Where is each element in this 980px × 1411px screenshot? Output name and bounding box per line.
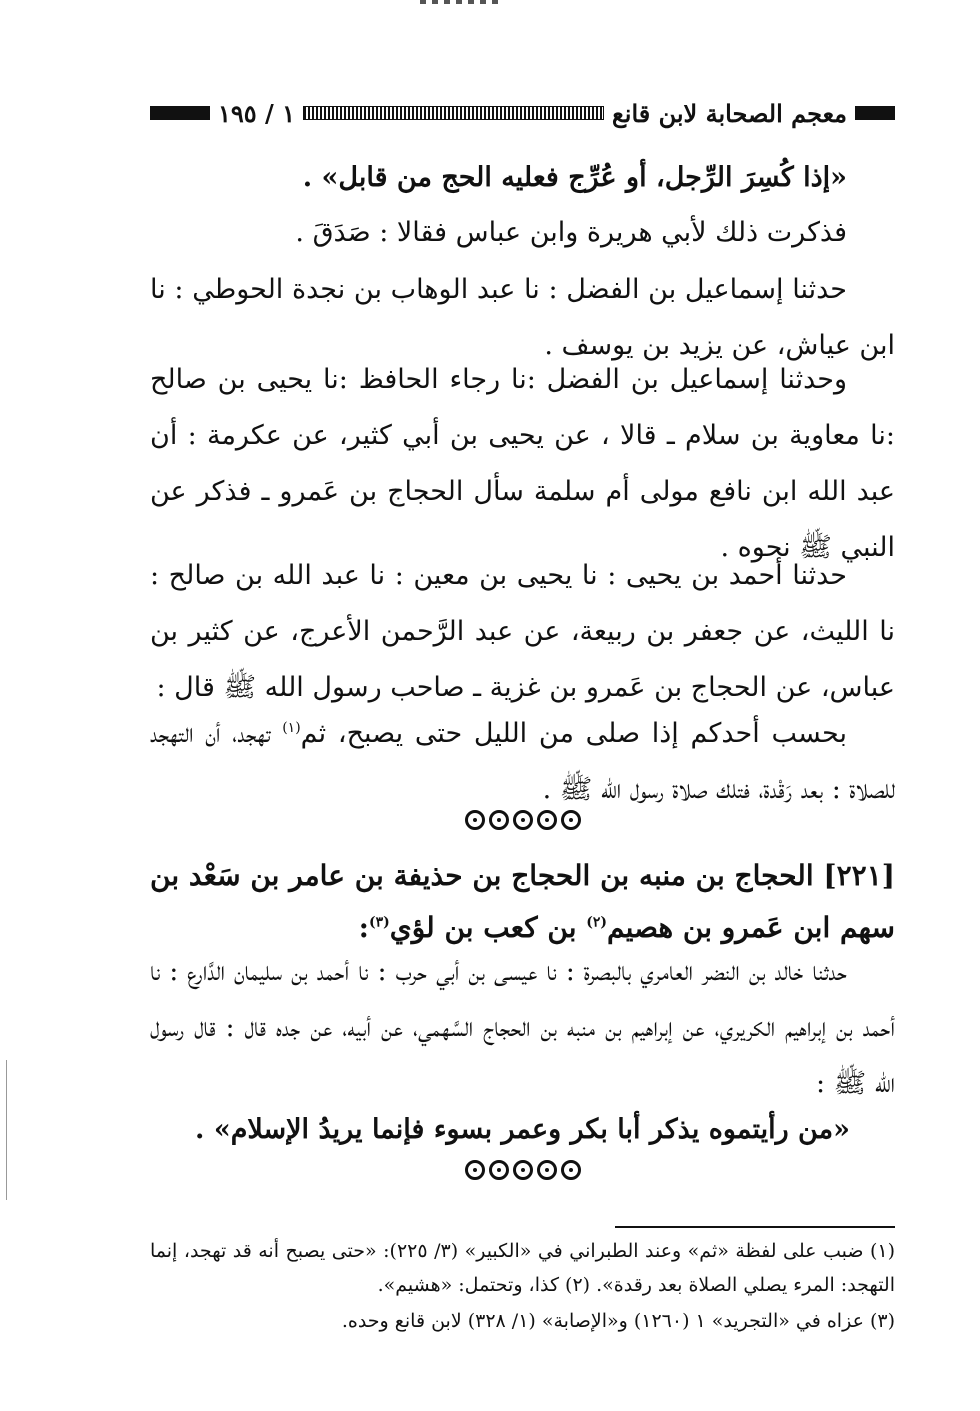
hadith-quote-1: «إذا كُسِرَ الرِّجل، أو عُرِّج فعليه الحج من قابل» . bbox=[302, 162, 847, 193]
paragraph-1: فذكرت ذلك لأبي هريرة وابن عباس فقالا : صَدَقَ . bbox=[295, 217, 847, 248]
footnote-ref-3[interactable]: (٣) bbox=[369, 914, 390, 931]
paragraph-5 bbox=[150, 706, 895, 818]
header-page-number bbox=[210, 99, 303, 128]
entry-heading bbox=[150, 850, 895, 954]
book-page bbox=[150, 0, 895, 1411]
ornament-circle bbox=[537, 1160, 557, 1180]
header-title: معجم الصحابة لابن قانع bbox=[612, 98, 847, 128]
paragraph-2: حدثنا إسماعيل بن الفضل : نا عبد الوهاب بن نجدة الحوطي : نا ابن عياش، عن يزيد بن يوسف . bbox=[150, 274, 895, 361]
running-header bbox=[150, 92, 895, 134]
hadith-quote-2: «من رأيتموه يذكر أبا بكر وعمر بسوء فإنما يريدُ الإسلام» . bbox=[195, 1114, 850, 1145]
footnote-3: (٣) عزاه في «التجريد» ١ (١٢٦٠) و«الإصابة» (١/ ٣٢٨) لابن قانع وحده. bbox=[341, 1310, 895, 1332]
header-volume: ١ / bbox=[265, 98, 296, 128]
ornament-circle bbox=[513, 1160, 533, 1180]
margin-line bbox=[6, 1060, 7, 1200]
footnote-ref-1[interactable]: (١) bbox=[282, 720, 301, 736]
ornament-circle bbox=[489, 810, 509, 830]
section-separator-2 bbox=[150, 1160, 895, 1186]
header-bar-middle bbox=[303, 106, 604, 120]
entry-heading-after: : bbox=[358, 911, 369, 944]
ornament-circle bbox=[465, 810, 485, 830]
ornament-circle bbox=[465, 1160, 485, 1180]
paragraph-5-after: تهجد، أن التهجد للصلاة : بعد رَقْدة، فتلك صلاة رسول الله ﷺ . bbox=[150, 718, 895, 805]
header-page: ١٩٥ bbox=[218, 98, 257, 128]
paragraph-6: حدثنا خالد بن النضر العامري بالبصرة : نا عيسى بن أبي حرب : نا أحمد بن سليمان الدَّارع : نا أحمد بن إبراهيم الكريري، عن إبراهيم بن منبه بن الحجاج السَّهمي، عن أبيه، عن جده قال : قال رسول الله ﷺ : bbox=[150, 956, 895, 1099]
footnote-ref-2[interactable]: (٢) bbox=[586, 914, 608, 931]
entry-heading-before: [٢٢١] الحجاج بن منبه بن الحجاج بن حذيفة بن عامر بن سَعْد بن سهم ابن عَمرو بن هصيم bbox=[150, 859, 895, 944]
footnote-1: (١) ضبب على لفظة «ثم» وعند الطبراني في «الكبير» (٣/ ٢٢٥): «حتى يصبح أنه قد تهجد، إنما التهجد: المرء يصلي الصلاة بعد رقدة». (٢) كذا، وتحتمل: «هشيم». bbox=[150, 1240, 895, 1296]
section-separator-1 bbox=[150, 810, 895, 836]
entry-heading-middle: بن كعب بن لؤي bbox=[389, 911, 587, 944]
header-bar-left bbox=[150, 106, 210, 120]
ornament-circle bbox=[561, 810, 581, 830]
ornament-circle bbox=[537, 810, 557, 830]
ornament-circle bbox=[513, 810, 533, 830]
footnote-rule bbox=[615, 1226, 895, 1228]
paragraph-5-before: بحسب أحدكم إذا صلى من الليل حتى يصبح، ثم bbox=[300, 718, 847, 749]
ornament-circle bbox=[561, 1160, 581, 1180]
ornament-circle bbox=[489, 1160, 509, 1180]
paragraph-3: وحدثنا إسماعيل بن الفضل :نا رجاء الحافظ :نا يحيى بن صالح :نا معاوية بن سلام ـ قالا ، عن يحيى بن أبي كثير، عن عكرمة : أن عبد الله ابن نافع مولى أم سلمة سأل الحجاج بن عَمرو ـ فذكر عن النبي ﷺ نحوه . bbox=[150, 364, 895, 563]
header-bar-right bbox=[855, 106, 895, 120]
paragraph-4: حدثنا أحمد بن يحيى : نا يحيى بن معين : نا عبد الله بن صالح : نا الليث، عن جعفر بن ربيعة، عن عبد الرَّحمن الأعرج، عن كثير بن عباس، عن الحجاج بن عَمرو بن غزية ـ صاحب رسول الله ﷺ قال : bbox=[150, 560, 895, 703]
